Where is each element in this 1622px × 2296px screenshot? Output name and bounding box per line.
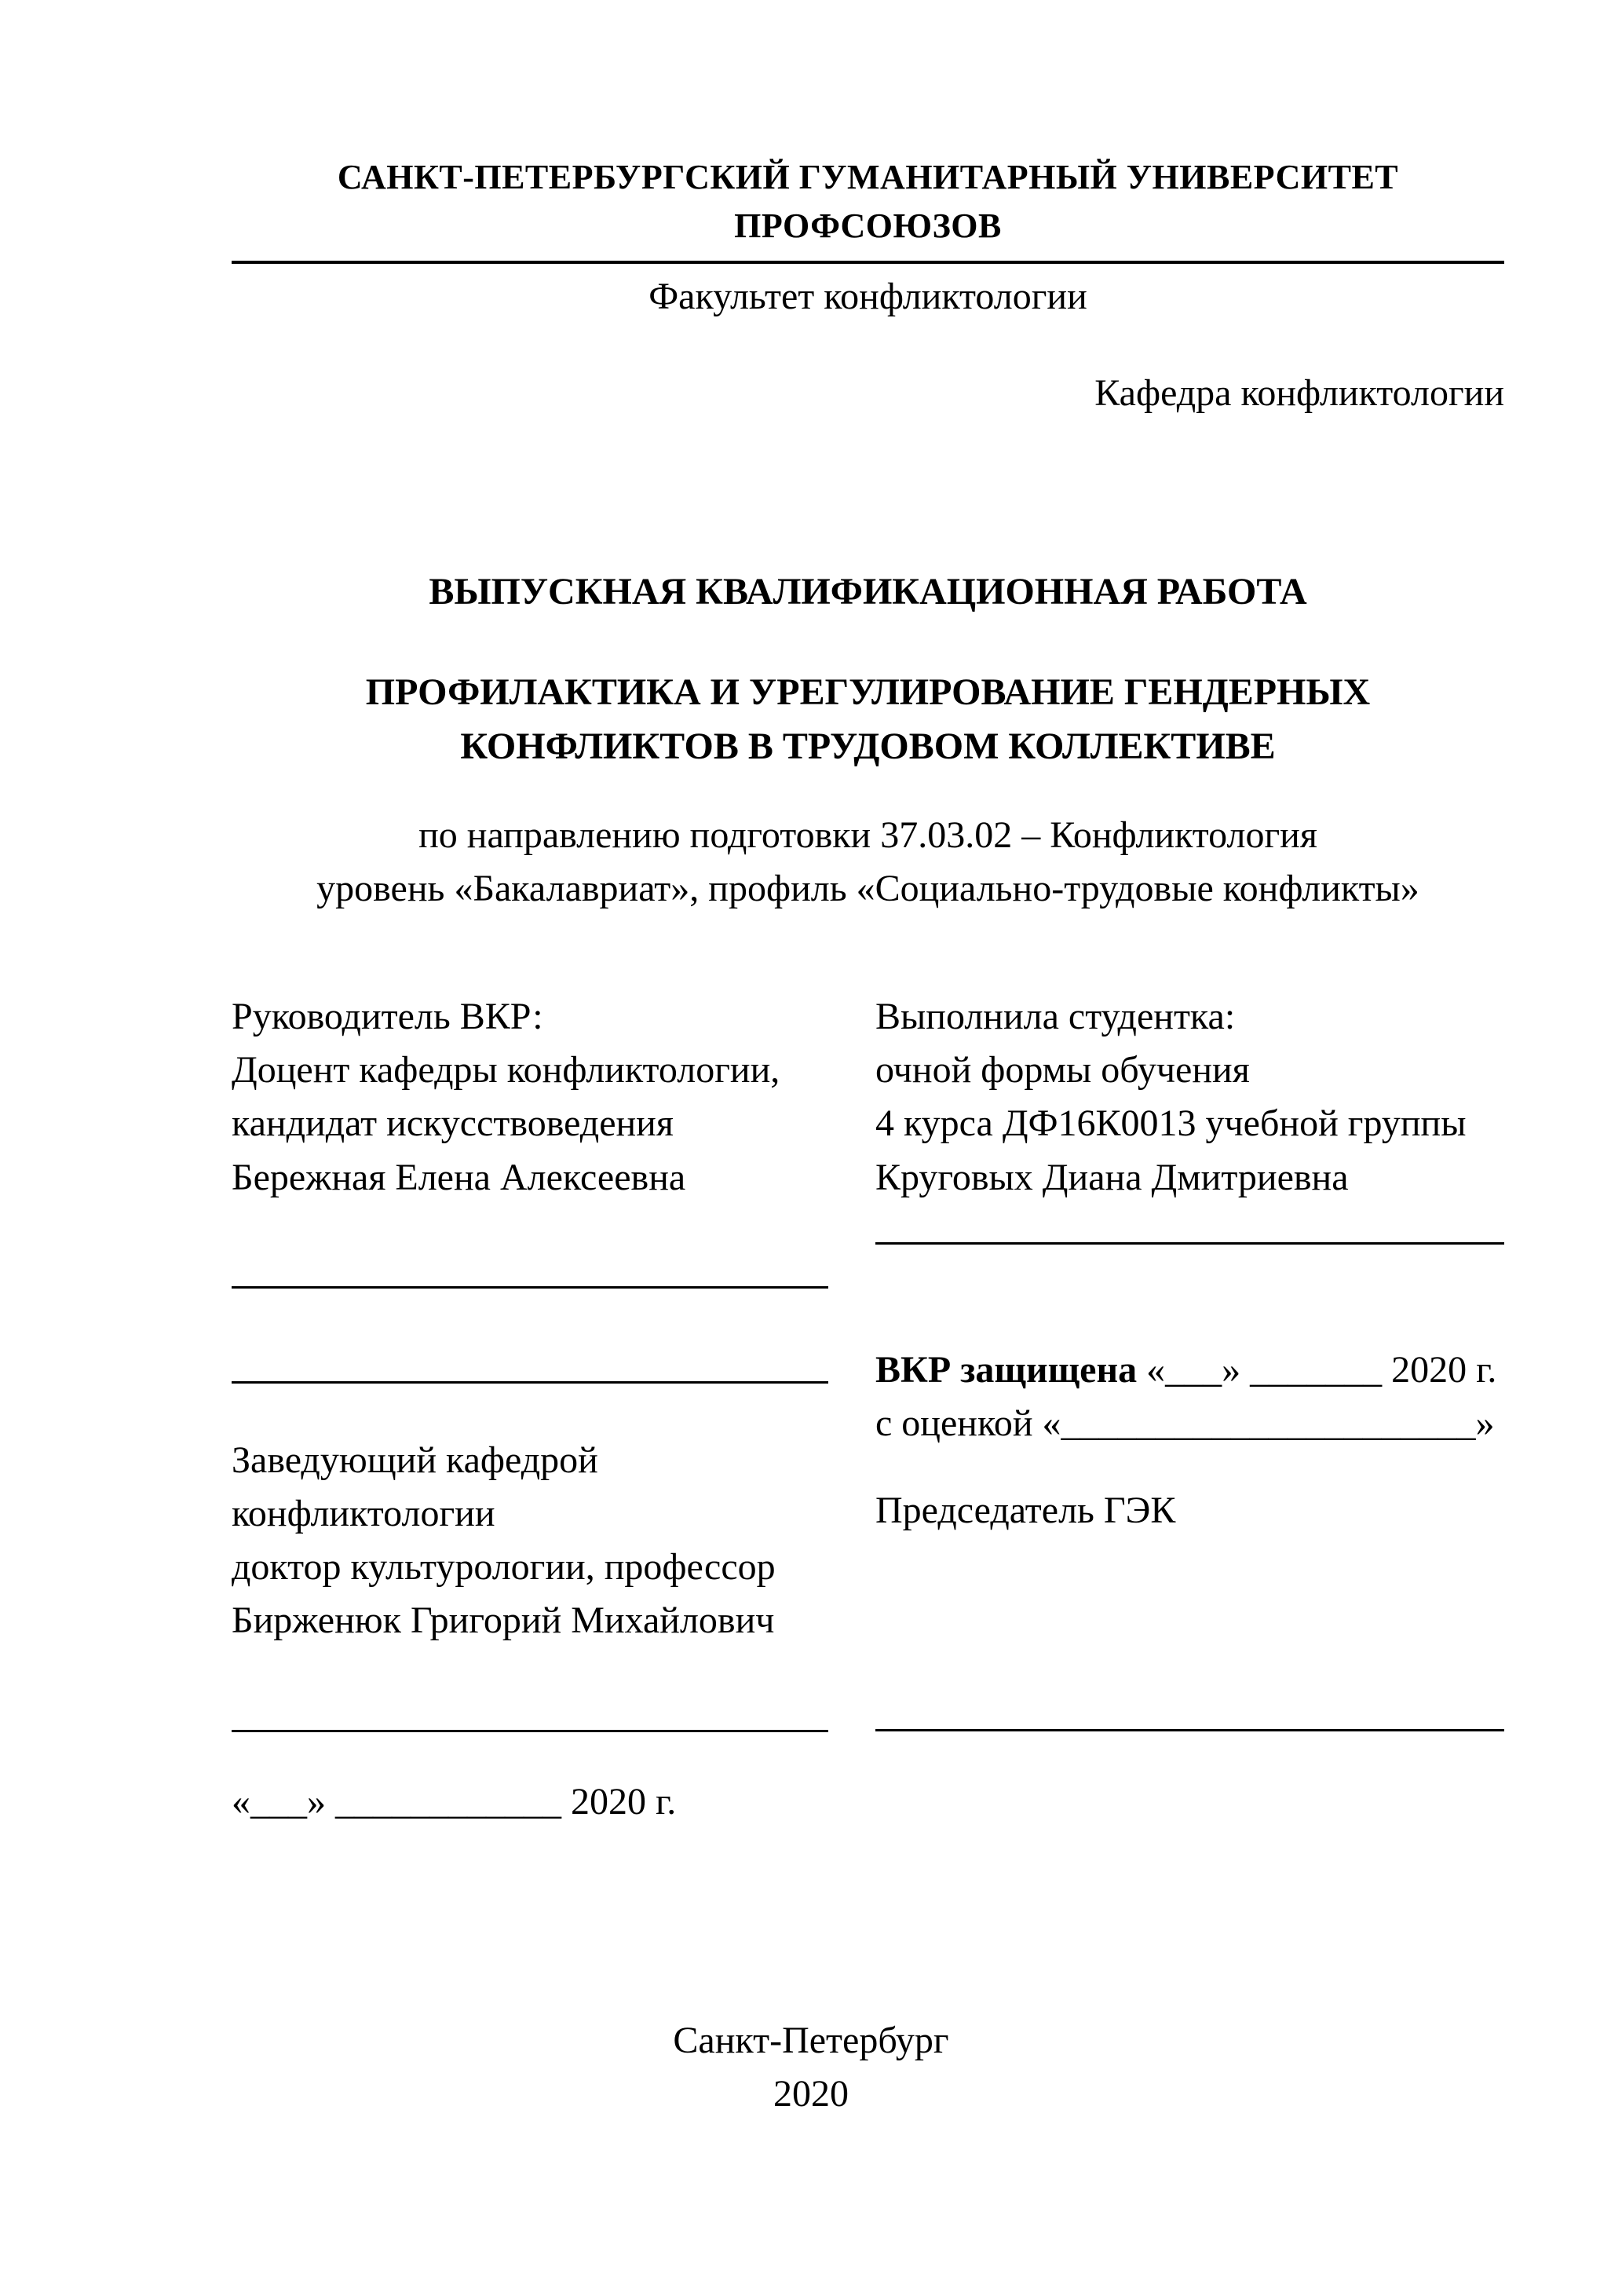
signature-line (232, 1730, 828, 1732)
work-type-heading: ВЫПУСКНАЯ КВАЛИФИКАЦИОННАЯ РАБОТА (429, 571, 1307, 613)
supervisor-position: Доцент кафедры конфликтологии, (232, 1049, 780, 1091)
student-group: 4 курса ДФ16К0013 учебной группы (875, 1102, 1467, 1145)
program-level-line: уровень «Бакалавриат», профиль «Социально-трудовые конфликты» (316, 867, 1419, 909)
signature-columns (232, 990, 1504, 1829)
supervisor-degree: кандидат искусствоведения (232, 1102, 674, 1145)
signature-line (875, 1242, 1504, 1245)
footer-city: Санкт-Петербург (673, 2020, 949, 2061)
head-name: Бирженюк Григорий Михайлович (232, 1600, 775, 1642)
department-line: Кафедра конфликтологии (1094, 372, 1504, 415)
program-direction-line: по направлению подготовки 37.03.02 – Конфликтология (418, 813, 1317, 856)
student-block (875, 990, 1504, 1205)
signature-line (875, 1729, 1504, 1731)
supervisor-name: Бережная Елена Алексеевна (232, 1156, 686, 1198)
right-column (875, 990, 1504, 1829)
department-head-block (232, 1434, 828, 1648)
grade-line: с оценкой «______________________» (875, 1402, 1495, 1444)
student-name: Круговых Диана Дмитриевна (875, 1156, 1349, 1198)
student-form: очной формы обучения (875, 1049, 1250, 1091)
program-info (232, 809, 1504, 916)
defense-line (875, 1344, 1504, 1397)
student-label: Выполнила студентка: (875, 996, 1236, 1038)
defense-label: ВКР защищена (875, 1348, 1138, 1391)
head-title-line1: Заведующий кафедрой (232, 1439, 598, 1481)
footer (0, 2014, 1622, 2121)
signature-line (232, 1381, 828, 1384)
thesis-title-line1: ПРОФИЛАКТИКА И УРЕГУЛИРОВАНИЕ ГЕНДЕРНЫХ (365, 671, 1371, 714)
university-header: САНКТ-ПЕТЕРБУРГСКИЙ ГУМАНИТАРНЫЙ УНИВЕРСИТЕТ ПРОФСОЮЗОВ (232, 153, 1504, 264)
chairman-line: Председатель ГЭК (875, 1489, 1176, 1531)
supervisor-block (232, 990, 828, 1205)
defense-block (875, 1344, 1504, 1450)
defense-date: «___» _______ 2020 г. (1146, 1348, 1497, 1391)
left-column (232, 990, 828, 1829)
thesis-title-line2: КОНФЛИКТОВ В ТРУДОВОМ КОЛЛЕКТИВЕ (460, 725, 1276, 767)
thesis-title (232, 666, 1504, 773)
date-line: «___» ____________ 2020 г. (232, 1781, 677, 1823)
footer-year: 2020 (773, 2073, 849, 2115)
signature-line (232, 1286, 828, 1289)
supervisor-label: Руководитель ВКР: (232, 996, 543, 1038)
faculty-line: Факультет конфликтологии (648, 275, 1087, 317)
head-title-line2: конфликтологии (232, 1492, 495, 1534)
head-degree: доктор культурологии, профессор (232, 1545, 776, 1588)
